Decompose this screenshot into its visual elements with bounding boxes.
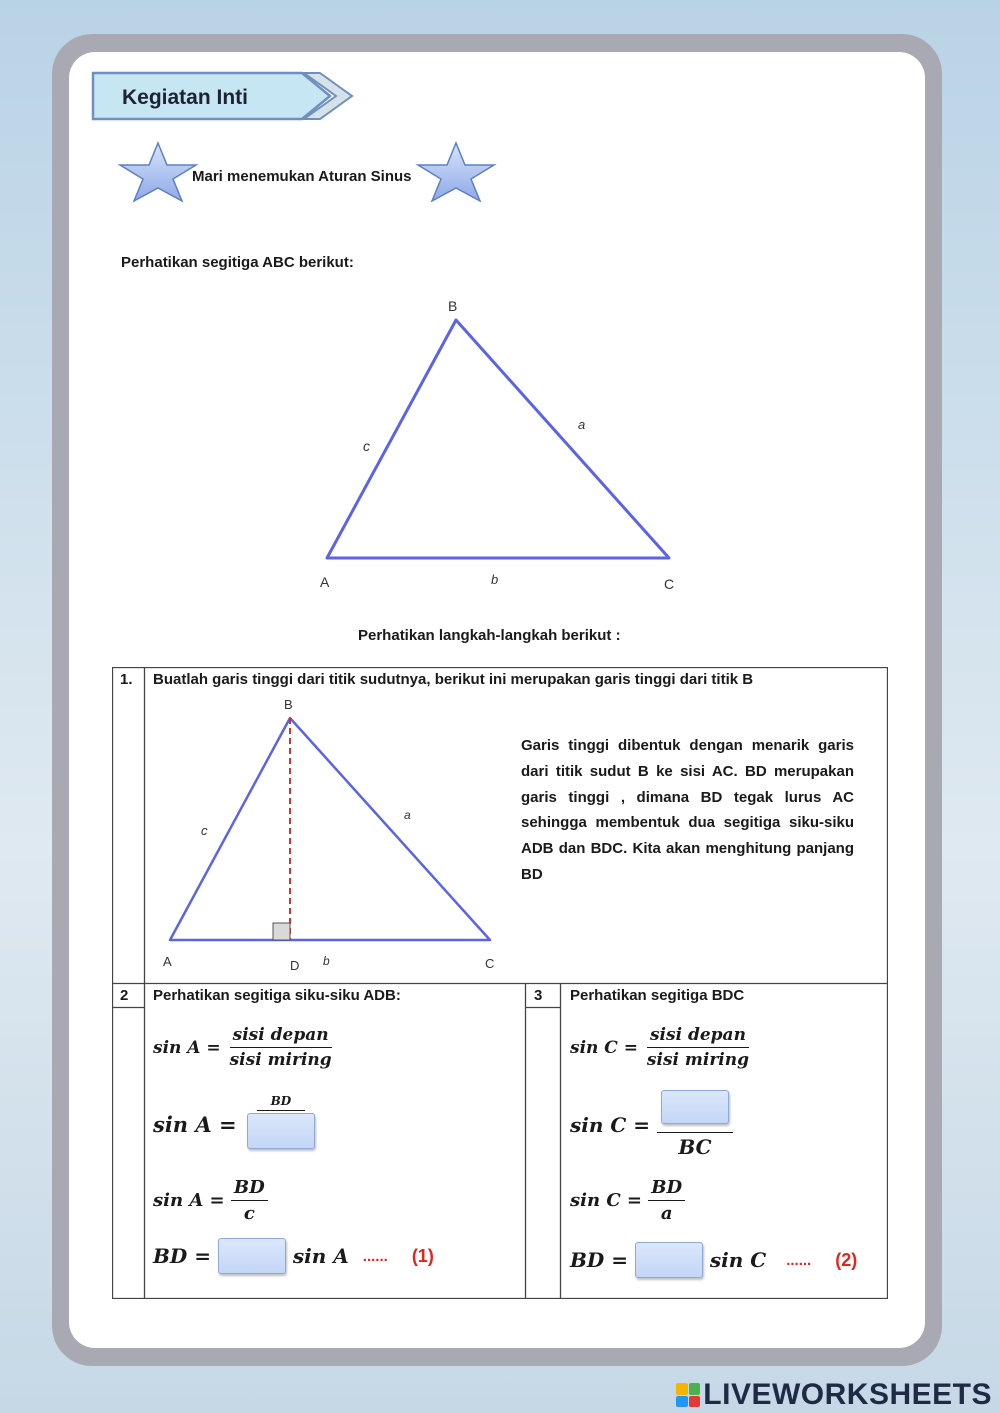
label-d: D	[290, 958, 300, 973]
step2-number: 2	[120, 987, 129, 1004]
vertex-label-c: C	[664, 576, 675, 592]
step2-eq4	[153, 1238, 434, 1274]
fraction-numerator: sisi depan	[647, 1025, 749, 1048]
triangle-with-altitude	[150, 700, 520, 980]
step3-eq3	[570, 1177, 685, 1224]
label-c: C	[485, 956, 495, 971]
fraction-numerator-slot	[657, 1090, 733, 1133]
liveworksheets-logo-icon	[676, 1383, 700, 1407]
fraction-numerator: BD	[648, 1177, 685, 1201]
step3-eq2-lhs: sin C =	[570, 1112, 650, 1137]
fraction-denominator: sisi miring	[646, 1050, 750, 1070]
step2-eq2	[153, 1094, 318, 1154]
step2-eq3-lhs: sin A =	[153, 1190, 225, 1211]
intro-text: Perhatikan segitiga ABC berikut:	[121, 254, 354, 271]
step3-number: 3	[534, 987, 543, 1004]
fraction-denominator: sisi miring	[229, 1050, 332, 1070]
subtitle: Mari menemukan Aturan Sinus	[192, 168, 412, 185]
answer-box-denominator[interactable]	[247, 1113, 315, 1149]
label-a: A	[163, 954, 172, 969]
label-side-c: c	[201, 823, 208, 838]
answer-box-bd[interactable]	[635, 1242, 703, 1278]
equation-ref-1: (1)	[411, 1245, 434, 1266]
side-label-b: b	[491, 572, 499, 587]
fraction	[244, 1094, 318, 1154]
step3-eq2	[570, 1090, 733, 1159]
step2-eq4-lhs: BD =	[153, 1244, 211, 1268]
fraction-numerator: BD	[257, 1094, 306, 1111]
side-label-a: a	[578, 417, 586, 432]
answer-box-numerator[interactable]	[661, 1090, 729, 1124]
label-side-a: a	[404, 808, 411, 822]
step3-eq4	[570, 1242, 857, 1278]
banner-title: Kegiatan Inti	[122, 86, 249, 109]
fraction	[657, 1090, 733, 1159]
fraction-denominator-slot	[244, 1111, 318, 1154]
side-label-c: c	[363, 438, 370, 454]
equation-ref-2: (2)	[835, 1249, 858, 1270]
fraction-numerator: sisi depan	[230, 1025, 332, 1048]
step3-eq4-rhs: sin C	[709, 1248, 767, 1272]
fraction-denominator: BC	[678, 1135, 712, 1159]
fraction-numerator: BD	[231, 1177, 268, 1201]
vertex-label-a: A	[320, 574, 330, 590]
fraction-denominator: a	[660, 1203, 673, 1224]
step3-title: Perhatikan segitiga BDC	[570, 987, 745, 1004]
fraction	[231, 1177, 268, 1224]
dots: ......	[786, 1251, 812, 1269]
step2-eq1	[153, 1025, 335, 1070]
step2-eq2-lhs: sin A =	[153, 1111, 237, 1137]
step1-number: 1.	[120, 671, 133, 688]
fraction-denominator: c	[243, 1203, 255, 1224]
step1-title: Buatlah garis tinggi dari titik sudutnya, berikut ini merupakan garis tinggi dari titik B	[153, 671, 754, 688]
step3-eq4-lhs: BD =	[570, 1248, 628, 1272]
watermark-text: LIVEWORKSHEETS	[703, 1378, 992, 1411]
step3-eq3-lhs: sin C =	[570, 1190, 642, 1211]
step3-eq1-lhs: sin C =	[570, 1037, 638, 1058]
fraction	[227, 1025, 335, 1070]
star-icon	[414, 140, 498, 204]
step1-explanation: Garis tinggi dibentuk dengan menarik garis dari titik sudut B ke sisi AC. BD merupakan garis tinggi , dimana BD tegak lurus AC sehingga membentuk dua segitiga siku-siku ADB dan BDC. Kita akan menghitung panjang BD	[521, 737, 854, 883]
fraction	[644, 1025, 752, 1070]
step2-title: Perhatikan segitiga siku-siku ADB:	[153, 987, 401, 1004]
step2-eq4-rhs: sin A	[292, 1244, 349, 1268]
vertex-label-b: B	[448, 298, 458, 314]
answer-box-bd[interactable]	[218, 1238, 286, 1274]
steps-title: Perhatikan langkah-langkah berikut :	[358, 627, 621, 644]
star-icon	[116, 140, 200, 204]
dots: ......	[362, 1247, 388, 1265]
step3-eq1	[570, 1025, 752, 1070]
step2-eq1-lhs: sin A =	[153, 1037, 221, 1058]
label-side-b: b	[323, 954, 330, 968]
fraction	[648, 1177, 685, 1224]
label-b: B	[284, 697, 293, 712]
step2-eq3	[153, 1177, 268, 1224]
liveworksheets-watermark	[676, 1378, 992, 1412]
